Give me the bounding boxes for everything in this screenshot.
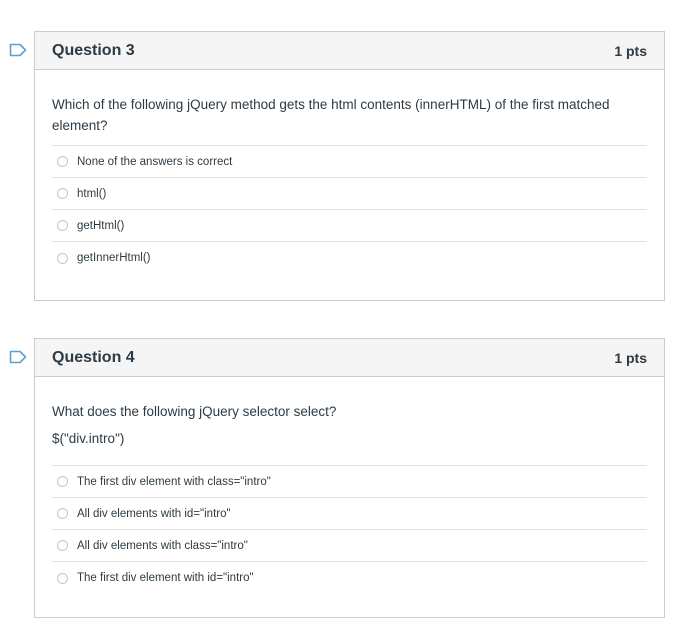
question-card-4 xyxy=(34,338,665,618)
answer-option[interactable] xyxy=(52,498,647,530)
answer-label: None of the answers is correct xyxy=(77,155,233,168)
answer-label: html() xyxy=(77,187,107,200)
answer-option[interactable] xyxy=(52,242,647,274)
answer-option[interactable] xyxy=(52,562,647,594)
question-header xyxy=(35,339,664,377)
answer-label: The first div element with class="intro" xyxy=(77,475,271,488)
question-points: 1 pts xyxy=(614,42,647,59)
question-title: Question 3 xyxy=(52,41,135,59)
question-text: Which of the following jQuery method gets the html contents (innerHTML) of the first matched element? xyxy=(52,97,610,133)
radio-button[interactable] xyxy=(57,156,68,167)
answer-label: All div elements with id="intro" xyxy=(77,507,231,520)
radio-button[interactable] xyxy=(57,188,68,199)
answer-option[interactable] xyxy=(52,146,647,178)
question-card-3 xyxy=(34,31,665,301)
answer-label: All div elements with class="intro" xyxy=(77,539,248,552)
answer-list xyxy=(52,145,647,274)
radio-button[interactable] xyxy=(57,540,68,551)
radio-button[interactable] xyxy=(57,220,68,231)
answer-option[interactable] xyxy=(52,210,647,242)
radio-button[interactable] xyxy=(57,508,68,519)
answer-option[interactable] xyxy=(52,178,647,210)
answer-list xyxy=(52,465,647,594)
radio-button[interactable] xyxy=(57,573,68,584)
radio-button[interactable] xyxy=(57,476,68,487)
answer-label: getHtml() xyxy=(77,219,125,232)
question-code-snippet: $("div.intro") xyxy=(52,431,125,446)
flag-question-icon[interactable] xyxy=(9,350,27,364)
answer-option[interactable] xyxy=(52,530,647,562)
answer-option[interactable] xyxy=(52,466,647,498)
question-points: 1 pts xyxy=(614,349,647,366)
flag-question-icon[interactable] xyxy=(9,43,27,57)
answer-label: getInnerHtml() xyxy=(77,252,151,264)
radio-button[interactable] xyxy=(57,253,68,264)
answer-label: The first div element with id="intro" xyxy=(77,572,254,584)
question-text: What does the following jQuery selector select? xyxy=(52,404,337,419)
question-header xyxy=(35,32,664,70)
question-title: Question 4 xyxy=(52,348,135,366)
